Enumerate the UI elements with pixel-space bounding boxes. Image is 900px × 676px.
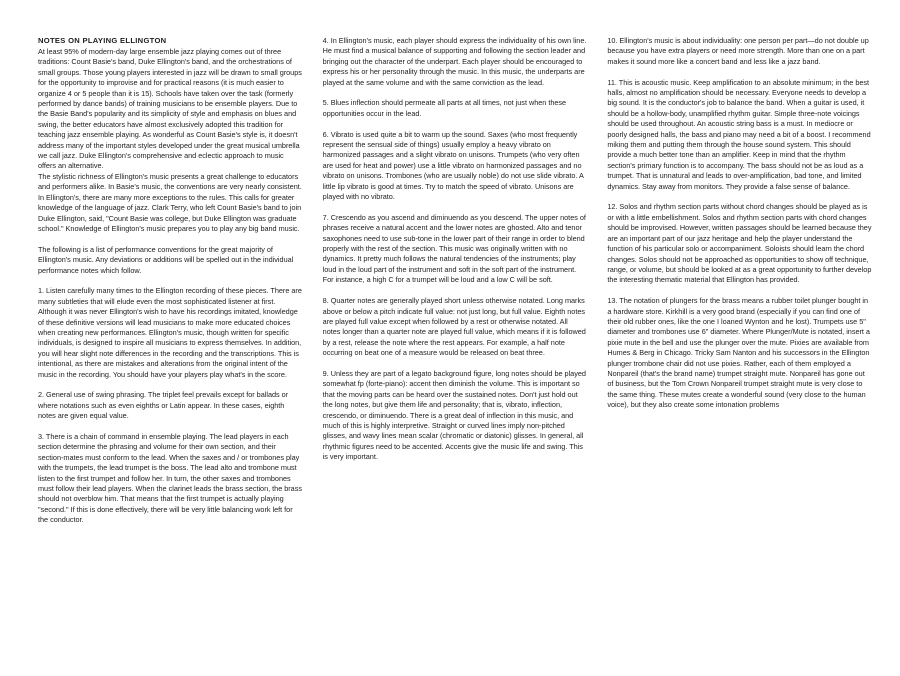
paragraph-conventions-intro: The following is a list of performance conventions for the great majority of Ellington's music. Any deviations or additions will be spelled out in the individual performance notes which follow.: [38, 244, 294, 275]
paragraph-item-8: 8. Quarter notes are generally played short unless otherwise notated. Long marks above or below a pitch indicate full value: not just long, but full value. Eighth notes are played full value except when followed by a rest or otherwise notated. All notes longer than a quarter note are played full value, which means if it is followed by a rest, release the note where the rest appears. For example, a half note occurring on beat one of a measure would be released on beat three.: [322, 296, 586, 358]
paragraph-item-5: 5. Blues inflection should permeate all parts at all times, not just when these opportunities occur in the lead.: [322, 98, 567, 118]
paragraph-item-11: 11. This is acoustic music. Keep amplification to an absolute minimum; in the best halls, almost no amplification should be necessary. Everyone needs to develop a big sound. It is the conductor's job to balance the band. When a guitar is used, it should be a hollow-body, unamplified rhythm guitar. Simple three-note voicings should be used throughout. An acoustic string bass is a must. In mediocre or poorly designed halls, the bass and piano may need a bit of a boost. I recommend miking them and putting them through the house sound system. This should provide a much better tone than an amplifier. Keep in mind that the rhythm section's primary function is to accompany. The bass should not be as loud as a trumpet. That is unnatural and leads to over-amplification, bad tone, and limited dynamics. Stay away from monitors. They provide a false sense of balance.: [607, 77, 871, 191]
paragraph-item-2: 2. General use of swing phrasing. The triplet feel prevails except for ballads or where notations such as even eighths or Latin appear. In these cases, eighth notes are given equal value.: [38, 390, 289, 421]
paragraph-item-9: 9. Unless they are part of a legato background figure, long notes should be played somewhat fp (forte-piano): accent then diminish the volume. This is important so that the moving parts can be heard over the sustained notes. Don't just hold out the long notes, but give them life and personality; that is, vibrato, inflection, crescendo, or diminuendo. There is a great deal of inflection in this music, and much of this is highly interpretive. Straight or curved lines imply non-pitched glisses, and wavy lines mean scalar (chromatic or diatonic) glisses. In general, all rhythmic figures need to be accented. Accents give the music life and swing. This is very important.: [322, 368, 586, 462]
document-heading: NOTES ON PLAYING ELLINGTON: [38, 36, 167, 45]
text-column-3: [607, 36, 872, 676]
paragraph-item-1: 1. Listen carefully many times to the Ellington recording of these pieces. There are many subtleties that will elude even the most sophisticated listener at first. Although it was never Ellington's wish to have his recordings imitated, knowledge of these definitive versions will lead musicians to make more educated choices when creating new performances. Ellington's music, though written for specific individuals, is designed to inspire all musicians to express themselves. In addition, you will hear slight note differences in the recording and the transcriptions. This is intentional, as there are mistakes and alterations from the original intent of the music in the recording. You should have your players play what's in the score.: [38, 286, 302, 379]
text-column-1: [38, 36, 303, 676]
paragraph-item-4: 4. In Ellington's music, each player should express the individuality of his own line. He must find a musical balance of supporting and following the section leader and bringing out the character of the underpart. Each player should be encouraged to express his or her personality through the music. In this music, the underparts are played at the same volume and with the same conviction as the lead.: [322, 36, 587, 87]
paragraph-stylistic-richness: The stylistic richness of Ellington's music presents a great challenge to educators and performers alike. In Basie's music, the conventions are very nearly consistent. In Ellington's, there are many more exceptions to the rules. This calls for greater knowledge of the language of jazz. Clark Terry, who left Count Basie's band to join Duke Ellington, said, "Count Basie was college, but Duke Ellington was graduate school." Knowledge of Ellington's music prepares you to play any big band music.: [38, 171, 302, 233]
paragraph-item-6: 6. Vibrato is used quite a bit to warm up the sound. Saxes (who most frequently represent the sensual side of things) usually employ a heavy vibrato on harmonized passages and a slight vibrato on unisons. Trumpets (who very often are used for heat and power) use a little vibrato on harmonized passages and no vibrato on unisons. Trombones (who are usually noble) do not use slide vibrato. A little lip vibrato is good at times. Try to match the speed of vibrato. Unisons are played with no vibrato.: [322, 129, 584, 202]
paragraph-intro: At least 95% of modern-day large ensemble jazz playing comes out of three traditions: Count Basie's band, Duke Ellington's band, and the orchestrations of small groups. Those young players interested in jazz will be drawn to small groups for the opportunity to improvise and for practical reasons (it is much easier to organize 4 or 5 people than it is 15). Schools have taken over the task (formerly performed by dance bands) of training musicians to be ensemble players. Due to the Basie Band's popularity and its simplicity of style and emphasis on blues and swing, the better educators have almost exclusively adopted this tradition for teaching jazz ensemble playing. As wonderful as Count Basie's style is, it doesn't address many of the important styles developed under the great musical umbrella we call jazz. Duke Ellington's comprehensive and eclectic approach to music offers an alternative.: [38, 47, 302, 171]
paragraph-item-7: 7. Crescendo as you ascend and diminuendo as you descend. The upper notes of phrases receive a natural accent and the lower notes are ghosted. Alto and tenor saxophones need to use sub-tone in the lower part of their range in order to blend properly with the rest of the section. This music was originally written with no dynamics. It pretty much follows the natural tendencies of the instruments; play loud in the loud part of the instrument and soft in the soft part of the instrument. For instance, a high C for a trumpet will be loud and a low C will be soft.: [322, 212, 586, 285]
text-column-2: [323, 36, 588, 676]
paragraph-item-13: 13. The notation of plungers for the brass means a rubber toilet plunger bought in a hardware store. Kirkhill is a very good brand (especially if you can find one of their old rubber ones, like the one I loaned Wynton and he lost). Trumpets use 5" diameter and trombones use 6" diameter. Where Plunger/Mute is notated, insert a pixie mute in the bell and use the plunger over the mute. Pixies are available from Humes & Berg in Chicago. Tricky Sam Nanton and his successors in the Ellington plunger trombone chair did not use pixies. Rather, each of them employed a Nonpareil (that's the brand name) trumpet straight mute. Nonpareil has gone out of business, but the Tom Crown Nonpareil trumpet straight mute is very close to the same thing. These mutes create a wonderful sound (very close to the human voice), but they also create some intonation problems: [607, 296, 870, 410]
paragraph-item-10: 10. Ellington's music is about individuality: one person per part—do not double up because you have extra players or need more strength. More than one on a part makes it sound more like a concert band and less like a jazz band.: [607, 36, 869, 66]
paragraph-item-3: 3. There is a chain of command in ensemble playing. The lead players in each section determine the phrasing and volume for their own section, and their section-mates must conform to the lead. When the saxes and / or trombones play with the trumpets, the lead trumpet is the boss. The lead alto and trombone must listen to the first trumpet and follow her. In turn, the other saxes and trombones must follow their lead players. When the clarinet leads the brass section, the brass should not overblow him. That means that the first trumpet is actually playing "second." If this is done effectively, there will be very little balancing work left for the conductor.: [38, 431, 302, 525]
paragraph-item-12: 12. Solos and rhythm section parts without chord changes should be played as is or with a little embellishment. Solos and rhythm section parts with chord changes should be improvised. However, written passages should be learned because they are an important part of our jazz heritage and help the player understand the function of his particular solo or accompaniment. Soloists should learn the chord changes. Solos should not be approached as opportunities to show off technique, range, or volume, but should be looked at as a great opportunity to further develop the interesting thematic material that Ellington has provided.: [607, 202, 872, 285]
